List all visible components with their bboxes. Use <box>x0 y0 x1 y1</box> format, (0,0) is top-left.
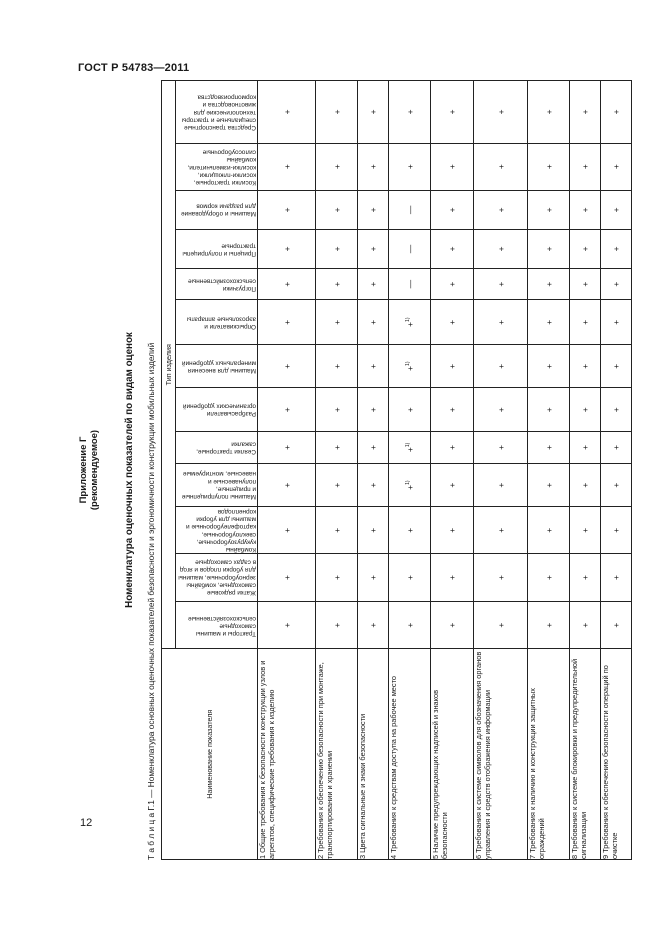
table-cell: — <box>389 230 431 269</box>
table-cell: + <box>389 81 431 144</box>
table-cell: + <box>601 463 632 507</box>
table-cell: + <box>474 190 528 230</box>
column-header-label: Сеялки тракторные, сажалки <box>195 440 256 455</box>
table-cell: + <box>358 190 389 230</box>
table-cell: + <box>389 388 431 432</box>
document-header: ГОСТ Р 54783—2011 <box>78 62 190 74</box>
footnote-marker: 1) <box>404 361 411 366</box>
table-row <box>316 81 358 860</box>
row-label: 3 Цвета сигнальные и знаки безопасности <box>358 649 389 860</box>
column-header-label: Машины и оборудование для раздачи кормов <box>180 202 256 218</box>
table-cell: + <box>431 388 474 432</box>
column-header-label: Косилки тракторные, косилки-плющилки, косилки-измельчители, комбайны силосоуборочные <box>187 148 256 186</box>
table-cell: + <box>258 463 316 507</box>
footnote-marker: 1) <box>404 442 411 448</box>
appendix-title: Приложение Г <box>78 436 89 504</box>
row-label: 1 Общие требования к безопасности конструкции узлов и агрегатов, специфические требования к изделию <box>258 649 316 860</box>
footnote-marker: 1) <box>404 317 411 322</box>
table-cell: — <box>389 268 431 300</box>
footnote-marker: 1) <box>404 480 411 485</box>
table-cell: + <box>528 230 570 269</box>
table-cell: + <box>389 601 431 649</box>
table-body <box>258 81 632 860</box>
table-cell: + <box>358 388 389 432</box>
table-cell: + <box>316 143 358 190</box>
table-cell: + <box>358 268 389 300</box>
column-header <box>176 463 258 507</box>
table-cell: + <box>358 431 389 463</box>
table-cell: + <box>474 507 528 554</box>
table-cell: + <box>474 554 528 602</box>
table-row <box>474 81 528 860</box>
table-cell: + <box>258 507 316 554</box>
table-cell: + <box>601 507 632 554</box>
table-cell: + <box>570 431 601 463</box>
table-cell: + <box>474 143 528 190</box>
table-cell: + <box>258 143 316 190</box>
table-cell: + <box>570 507 601 554</box>
table-cell: +$^{1)}$ <box>389 463 431 507</box>
column-header <box>176 190 258 230</box>
table-cell: + <box>258 268 316 300</box>
table-cell: + <box>358 463 389 507</box>
column-header <box>176 268 258 300</box>
table-cell: + <box>474 268 528 300</box>
table-cell: + <box>601 554 632 602</box>
table-cell: + <box>431 230 474 269</box>
table-cell: + <box>570 344 601 388</box>
table-cell: + <box>431 268 474 300</box>
column-header-label: Прицепы и полуприцепы тракторные <box>181 241 256 257</box>
table-cell: + <box>258 230 316 269</box>
table-cell: + <box>258 601 316 649</box>
table-cell: + <box>316 81 358 144</box>
row-label: 6 Требования к системе символов для обозначения органов управления и средств отображения информации <box>474 649 528 860</box>
table-cell: + <box>570 230 601 269</box>
table-row <box>570 81 601 860</box>
table-cell: + <box>601 81 632 144</box>
column-header-label: Средства транспортные специальные и тракторы технологические для животноводства и кормопроизводства <box>181 93 256 131</box>
table-cell: + <box>316 268 358 300</box>
table-cell: + <box>258 190 316 230</box>
table-cell: + <box>258 554 316 602</box>
table-cell: + <box>570 388 601 432</box>
column-header <box>176 388 258 432</box>
table-cell: + <box>601 601 632 649</box>
table-cell: + <box>431 554 474 602</box>
table-cell: + <box>474 300 528 345</box>
table-cell: + <box>474 344 528 388</box>
table-cell: + <box>528 554 570 602</box>
table-cell: + <box>528 300 570 345</box>
column-header <box>176 300 258 345</box>
table-cell: + <box>474 601 528 649</box>
table-cell: + <box>528 463 570 507</box>
table-cell: + <box>474 431 528 463</box>
table-cell: + <box>474 230 528 269</box>
table-cell: + <box>570 268 601 300</box>
table-cell: + <box>358 300 389 345</box>
column-header-label: Жатки рядковые самоходные, комбайны зерноуборочные, машины для уборки плодов и ягод в садах самоходные <box>177 559 256 597</box>
column-header <box>176 230 258 269</box>
table-cell: + <box>316 230 358 269</box>
column-header <box>176 554 258 602</box>
table-cell: + <box>601 190 632 230</box>
table-cell: + <box>570 143 601 190</box>
table-row <box>358 81 389 860</box>
table-cell: + <box>431 344 474 388</box>
table-row <box>431 81 474 860</box>
column-header-label: Разбрасыватели органических удобрений <box>182 402 256 418</box>
column-header <box>176 344 258 388</box>
table-cell: +$^{1)}$ <box>389 300 431 345</box>
table-cell: + <box>258 388 316 432</box>
page-number: 12 <box>80 817 93 829</box>
table-cell: + <box>316 507 358 554</box>
column-header <box>176 507 258 554</box>
table-cell: + <box>358 81 389 144</box>
table-cell: + <box>358 143 389 190</box>
column-header-label: Комбайны кукурузоуборочные, свеклоуборочные, картофелеуборочные и машины для уборки корнеплодов <box>185 508 256 554</box>
table-cell: + <box>528 388 570 432</box>
name-header: Наименование показателя <box>162 649 258 860</box>
table-cell: + <box>358 601 389 649</box>
table-cell: + <box>570 190 601 230</box>
table-cell: + <box>528 431 570 463</box>
row-label: 9 Требования к обеспечению безопасности операций по очистке <box>601 649 632 860</box>
table-cell: + <box>431 81 474 144</box>
table-cell: + <box>389 554 431 602</box>
table-row <box>389 81 431 860</box>
table-cell: + <box>528 507 570 554</box>
table-cell: + <box>358 554 389 602</box>
table-cell: + <box>528 601 570 649</box>
table-cell: + <box>316 601 358 649</box>
table-cell: + <box>474 81 528 144</box>
table-cell: + <box>258 300 316 345</box>
table-cell: + <box>431 300 474 345</box>
type-header: Тип изделия <box>162 81 176 649</box>
table-cell: + <box>528 344 570 388</box>
table-cell: + <box>258 431 316 463</box>
table-cell: + <box>601 344 632 388</box>
table-cell: + <box>528 268 570 300</box>
table-cell: + <box>431 463 474 507</box>
table-cell: + <box>431 190 474 230</box>
column-header-label: Опрыскиватели и аэрозольные аппараты <box>186 315 256 330</box>
table-cell: +$^{1)}$ <box>389 344 431 388</box>
column-header <box>176 81 258 144</box>
table-cell: + <box>389 507 431 554</box>
table-cell: + <box>474 463 528 507</box>
table-cell: + <box>601 431 632 463</box>
table-cell: + <box>316 463 358 507</box>
table-cell: + <box>358 230 389 269</box>
table-cell: + <box>570 601 601 649</box>
column-header-label: Погрузчики сельскохозяйственные <box>187 277 256 292</box>
table-cell: + <box>528 190 570 230</box>
column-header-label: Машины для внесения минеральных удобрений <box>181 359 256 374</box>
table-cell: + <box>316 190 358 230</box>
table-cell: + <box>431 601 474 649</box>
table-cell: + <box>316 554 358 602</box>
row-label: 4 Требования к средствам доступа на рабочее место <box>389 649 431 860</box>
table-cell: + <box>258 344 316 388</box>
column-header-label: Машины полуприцепные и прицепные, полунавесные и навесные, монтируемые <box>181 470 256 501</box>
column-header <box>176 143 258 190</box>
table-cell: + <box>570 81 601 144</box>
table-cell: + <box>570 554 601 602</box>
table-cell: — <box>389 190 431 230</box>
table-cell: + <box>601 300 632 345</box>
table-row <box>258 81 316 860</box>
table-cell: + <box>528 81 570 144</box>
table-cell: + <box>316 388 358 432</box>
table-caption: Т а б л и ц а Г.1 — Номенклатура основных оценочных показателей безопасности и эргономичности конструкции мобильных изделий <box>146 342 156 860</box>
main-title: Номенклатура оценочных показателей по видам оценок <box>124 332 135 608</box>
rotated-content <box>78 80 621 860</box>
table-cell: + <box>431 507 474 554</box>
indicators-table <box>161 80 632 860</box>
row-label: 7 Требования к наличию и конструкции защитных ограждений <box>528 649 570 860</box>
table-cell: + <box>316 300 358 345</box>
table-cell: + <box>601 388 632 432</box>
table-cell: + <box>316 344 358 388</box>
column-header <box>176 601 258 649</box>
row-label: 5 Наличие предупреждающих надписей и знаков безопасности <box>431 649 474 860</box>
table-cell: +$^{1)}$ <box>389 431 431 463</box>
table-cell: + <box>570 300 601 345</box>
row-label: 2 Требования к обеспечению безопасности при монтаже, транспортировании и хранении <box>316 649 358 860</box>
table-cell: + <box>389 143 431 190</box>
table-cell: + <box>358 507 389 554</box>
table-cell: + <box>431 143 474 190</box>
table-cell: + <box>601 268 632 300</box>
table-cell: + <box>431 431 474 463</box>
table-cell: + <box>316 431 358 463</box>
table-row <box>601 81 632 860</box>
column-header <box>176 431 258 463</box>
table-cell: + <box>570 463 601 507</box>
row-label: 8 Требования к системе блокировки и предупредительной сигнализации <box>570 649 601 860</box>
table-cell: + <box>601 143 632 190</box>
table-cell: + <box>358 344 389 388</box>
table-cell: + <box>258 81 316 144</box>
column-header-label: Тракторы и машины самоходные сельскохозяйственные <box>187 614 256 637</box>
table-cell: + <box>474 388 528 432</box>
table-row <box>528 81 570 860</box>
table-cell: + <box>528 143 570 190</box>
appendix-subtitle: (рекомендуемое) <box>89 429 100 511</box>
table-cell: + <box>601 230 632 269</box>
